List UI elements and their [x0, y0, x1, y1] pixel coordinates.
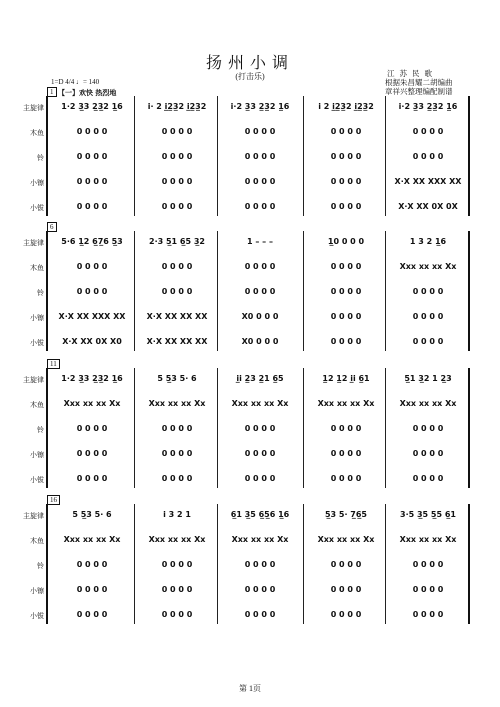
barline — [468, 504, 470, 624]
instrument-label: 铃 — [37, 562, 44, 570]
measure-cell: 5·6 1̲2 6̲7̲6 5̲3 — [61, 237, 123, 246]
score-subtitle: (打击乐) — [235, 72, 265, 81]
measure-number: 11 — [47, 359, 60, 369]
barline — [303, 368, 304, 488]
instrument-label: 小钹 — [30, 476, 44, 484]
measure-cell: 0 0 0 0 — [244, 560, 276, 569]
instrument-label: 主旋律 — [23, 239, 44, 247]
measure-cell: X·X XX 0X 0X — [398, 202, 458, 211]
measure-cell: 0 0 0 0 — [76, 287, 108, 296]
measure-cell: i· 2 i̲2̲3̲2 i̲2̲3̲2 — [147, 102, 207, 111]
measure-cell: 0 0 0 0 — [244, 202, 276, 211]
instrument-label: 木鱼 — [30, 537, 44, 545]
measure-cell: 0 0 0 0 — [161, 424, 193, 433]
system-bracket — [46, 368, 51, 488]
measure-cell: i 2 i̲2̲3̲2 i̲2̲3̲2 — [318, 102, 374, 111]
measure-cell: X0 0 0 0 — [241, 337, 279, 346]
barline — [217, 368, 218, 488]
measure-cell: i 3 2 1 — [163, 510, 191, 519]
measure-cell: 0 0 0 0 — [412, 127, 444, 136]
instrument-label: 铃 — [37, 289, 44, 297]
measure-cell: 0 0 0 0 — [76, 152, 108, 161]
measure-cell: 0 0 0 0 — [244, 287, 276, 296]
measure-cell: 3·5 3̲5 5̲5 6̲1 — [400, 510, 456, 519]
measure-cell: 1 3 2 1̲6 — [409, 237, 447, 246]
system-bracket — [46, 504, 51, 624]
credit-arranger: 根据朱昌耀二胡编曲 — [385, 78, 453, 87]
measure-cell: 0 0 0 0 — [330, 202, 362, 211]
measure-cell: 0 0 0 0 — [330, 585, 362, 594]
instrument-label: 小镲 — [30, 451, 44, 459]
measure-cell: i̲i 2̲3 2̲1 6̲5 — [236, 374, 284, 383]
measure-cell: Xxx xx xx Xx — [148, 535, 206, 544]
measure-cell: 0 0 0 0 — [161, 177, 193, 186]
measure-cell: 0 0 0 0 — [412, 312, 444, 321]
measure-cell: 0 0 0 0 — [244, 424, 276, 433]
measure-cell: 0 0 0 0 — [161, 127, 193, 136]
measure-cell: 1̲2 1̲2 i̲i 6̲1 — [322, 374, 370, 383]
measure-number: 1 — [47, 87, 57, 97]
instrument-label: 主旋律 — [23, 512, 44, 520]
measure-cell: 0 0 0 0 — [330, 312, 362, 321]
barline — [217, 231, 218, 351]
instrument-label: 小镲 — [30, 587, 44, 595]
measure-cell: Xxx xx xx Xx — [63, 535, 121, 544]
measure-cell: 0 0 0 0 — [161, 474, 193, 483]
measure-cell: 0 0 0 0 — [161, 560, 193, 569]
measure-cell: 0 0 0 0 — [330, 177, 362, 186]
measure-cell: 0 0 0 0 — [244, 262, 276, 271]
barline — [303, 96, 304, 216]
system-bracket — [46, 231, 51, 351]
instrument-label: 小钹 — [30, 339, 44, 347]
measure-cell: 5 5̲3 5· 6 — [72, 510, 112, 519]
credit-origin: 江苏民歌 — [387, 69, 437, 78]
measure-cell: Xxx xx xx Xx — [399, 399, 457, 408]
measure-cell: 0 0 0 0 — [244, 177, 276, 186]
measure-cell: 0 0 0 0 — [412, 585, 444, 594]
measure-cell: 0 0 0 0 — [244, 474, 276, 483]
section-label: 【一】欢快 热烈地 — [58, 89, 117, 97]
barline — [217, 504, 218, 624]
measure-cell: X·X XX XXX XX — [58, 312, 126, 321]
measure-cell: 0 0 0 0 — [76, 610, 108, 619]
measure-cell: 0 0 0 0 — [412, 152, 444, 161]
measure-cell: 0 0 0 0 — [412, 287, 444, 296]
measure-cell: Xxx xx xx Xx — [63, 399, 121, 408]
measure-cell: 0 0 0 0 — [330, 474, 362, 483]
score-title: 扬州小调 — [205, 55, 294, 72]
measure-cell: 6̲1 3̲5 6̲5̲6 1̲6 — [230, 510, 290, 519]
instrument-label: 木鱼 — [30, 264, 44, 272]
barline — [217, 96, 218, 216]
barline — [303, 504, 304, 624]
page-number: 第 1页 — [239, 684, 261, 693]
instrument-label: 小钹 — [30, 612, 44, 620]
measure-cell: Xxx xx xx Xx — [317, 399, 375, 408]
barline — [134, 504, 135, 624]
barline — [468, 96, 470, 216]
barline — [134, 96, 135, 216]
measure-cell: 0 0 0 0 — [161, 152, 193, 161]
measure-cell: X·X XX 0X X0 — [62, 337, 122, 346]
measure-cell: 0 0 0 0 — [244, 449, 276, 458]
instrument-label: 木鱼 — [30, 401, 44, 409]
measure-cell: 1 – – – — [247, 237, 273, 246]
measure-cell: 0 0 0 0 — [244, 610, 276, 619]
measure-cell: i·2 3̲3 2̲3̲2 1̲6 — [230, 102, 290, 111]
measure-cell: 0 0 0 0 — [412, 560, 444, 569]
tempo-marking: 1=D 4/4 ♩= 140 — [51, 78, 100, 86]
measure-cell: 5̲1 3̲2 1 2̲3 — [404, 374, 452, 383]
instrument-label: 铃 — [37, 426, 44, 434]
measure-cell: 0 0 0 0 — [161, 610, 193, 619]
measure-cell: Xxx xx xx Xx — [231, 535, 289, 544]
measure-cell: Xxx xx xx Xx — [399, 262, 457, 271]
measure-cell: 5̲3 5· 7̲6̲5 — [324, 510, 367, 519]
instrument-label: 小钹 — [30, 204, 44, 212]
measure-cell: 0 0 0 0 — [76, 449, 108, 458]
barline — [468, 368, 470, 488]
measure-cell: 1·2 3̲3 2̲3̲2 1̲6 — [61, 374, 123, 383]
measure-cell: 0 0 0 0 — [161, 449, 193, 458]
measure-cell: 0 0 0 0 — [161, 262, 193, 271]
measure-cell: 0 0 0 0 — [161, 202, 193, 211]
measure-cell: 0 0 0 0 — [330, 560, 362, 569]
measure-cell: 1̲0 0 0 0 — [327, 237, 365, 246]
credit-editor: 章祥兴整理编配制谱 — [385, 87, 453, 96]
measure-cell: 1·2 3̲3 2̲3̲2 1̲6 — [61, 102, 123, 111]
measure-cell: 0 0 0 0 — [412, 449, 444, 458]
measure-cell: Xxx xx xx Xx — [148, 399, 206, 408]
instrument-label: 木鱼 — [30, 129, 44, 137]
measure-cell: 0 0 0 0 — [330, 152, 362, 161]
system-bracket — [46, 96, 51, 216]
barline — [134, 368, 135, 488]
measure-cell: 0 0 0 0 — [330, 127, 362, 136]
measure-cell: 0 0 0 0 — [330, 262, 362, 271]
measure-cell: 0 0 0 0 — [244, 152, 276, 161]
measure-cell: Xxx xx xx Xx — [231, 399, 289, 408]
measure-cell: 0 0 0 0 — [412, 474, 444, 483]
barline — [303, 231, 304, 351]
instrument-label: 铃 — [37, 154, 44, 162]
measure-cell: 0 0 0 0 — [76, 585, 108, 594]
instrument-label: 主旋律 — [23, 104, 44, 112]
measure-cell: X·X XX XX XX — [146, 312, 208, 321]
measure-cell: 0 0 0 0 — [412, 337, 444, 346]
measure-cell: 0 0 0 0 — [76, 262, 108, 271]
measure-cell: 0 0 0 0 — [330, 610, 362, 619]
instrument-label: 小镲 — [30, 314, 44, 322]
measure-cell: 0 0 0 0 — [76, 424, 108, 433]
measure-cell: 0 0 0 0 — [330, 287, 362, 296]
measure-cell: 0 0 0 0 — [412, 610, 444, 619]
measure-cell: 0 0 0 0 — [330, 449, 362, 458]
measure-cell: 0 0 0 0 — [76, 560, 108, 569]
measure-number: 16 — [47, 495, 60, 505]
instrument-label: 主旋律 — [23, 376, 44, 384]
measure-cell: 0 0 0 0 — [244, 585, 276, 594]
measure-cell: X0 0 0 0 — [241, 312, 279, 321]
instrument-label: 小镲 — [30, 179, 44, 187]
measure-cell: 0 0 0 0 — [76, 177, 108, 186]
measure-cell: 2·3 5̲1 6̲5 3̲2 — [149, 237, 205, 246]
measure-cell: X·X XX XX XX — [146, 337, 208, 346]
credits — [385, 69, 453, 96]
measure-cell: X·X XX XXX XX — [394, 177, 462, 186]
measure-cell: 5 5̲3 5· 6 — [157, 374, 197, 383]
barline — [134, 231, 135, 351]
measure-cell: 0 0 0 0 — [330, 337, 362, 346]
measure-cell: 0 0 0 0 — [161, 287, 193, 296]
measure-cell: Xxx xx xx Xx — [317, 535, 375, 544]
measure-cell: 0 0 0 0 — [76, 474, 108, 483]
barline — [468, 231, 470, 351]
measure-cell: 0 0 0 0 — [330, 424, 362, 433]
measure-cell: 0 0 0 0 — [412, 424, 444, 433]
measure-cell: 0 0 0 0 — [161, 585, 193, 594]
measure-cell: 0 0 0 0 — [76, 202, 108, 211]
measure-cell: Xxx xx xx Xx — [399, 535, 457, 544]
measure-cell: i·2 3̲3 2̲3̲2 1̲6 — [398, 102, 458, 111]
measure-number: 6 — [47, 222, 57, 232]
measure-cell: 0 0 0 0 — [76, 127, 108, 136]
measure-cell: 0 0 0 0 — [244, 127, 276, 136]
